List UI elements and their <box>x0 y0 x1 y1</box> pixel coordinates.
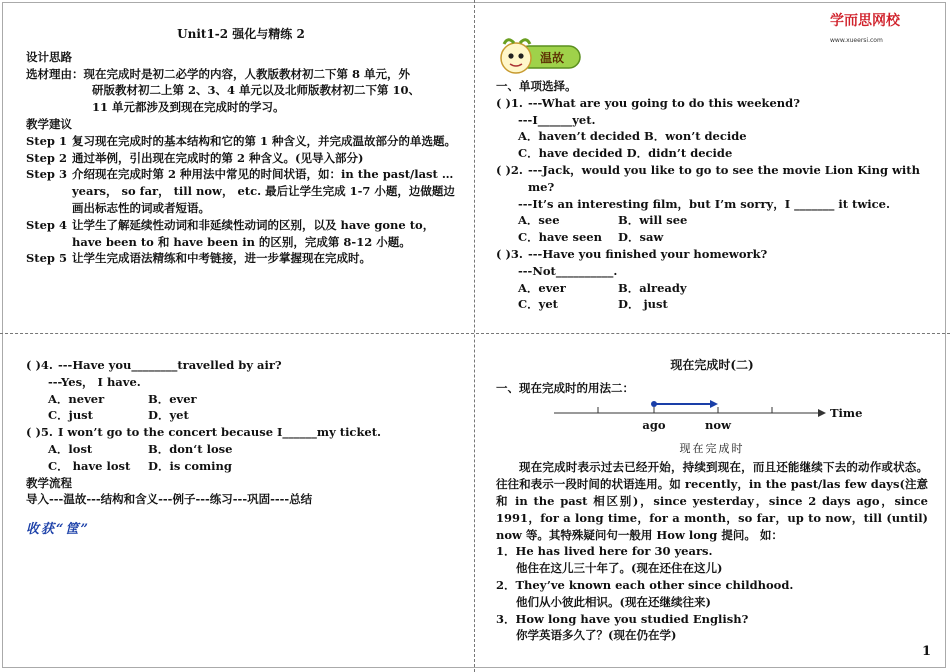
timeline-caption: 现在完成时 <box>679 441 745 455</box>
lesson-title: Unit1-2 强化与精练 2 <box>177 27 305 41</box>
question-3-options-cd <box>496 296 928 313</box>
page-number: 1 <box>922 644 932 659</box>
option-d: D．saw <box>618 230 664 245</box>
mascot-review-badge <box>496 34 588 76</box>
option-b: B．ever <box>148 391 197 406</box>
question-2-line2: ---It’s an interesting film，but I’m sorry，I _______ it twice. <box>518 196 890 211</box>
question-4-line2: ---Yes， I have. <box>48 374 141 389</box>
option-b: B．will see <box>618 213 688 228</box>
answer-blank: ( )4. <box>26 358 53 372</box>
logo-text: 学而思网校 <box>830 13 900 29</box>
start-dot <box>651 401 657 407</box>
usage-heading: 一、现在完成时的用法二： <box>496 380 634 395</box>
reason-line-2: 研版教材初二上第 2、3、4 单元以及北师版教材初二下第 10、 <box>92 83 421 98</box>
question-2 <box>496 162 928 196</box>
option-a: A．ever <box>518 280 566 295</box>
step-text: 介绍现在完成时第 2 种用法中常见的时间状语，如：in the past/last … years， so far， till now， etc. 最后让学生完成 1-7 小题，边做题边画出标志性的词或者短语。 <box>72 167 455 215</box>
design-heading: 设计思路 <box>26 49 72 64</box>
step-key: Step 1 <box>26 133 67 148</box>
question-1-options-ab: A．haven’t decided B．won’t decide <box>518 129 747 144</box>
more-questions-section <box>26 357 456 539</box>
timeline-diagram <box>496 399 928 439</box>
step-text: 通过举例，引出现在完成时的第 2 种含义。(见导入部分) <box>72 150 364 165</box>
question-5-options-cd <box>26 458 456 475</box>
question-3-line2: ---Not__________. <box>518 263 618 278</box>
question-4 <box>26 357 456 374</box>
example-3-zh: 你学英语多久了？(现在仍在学) <box>516 628 677 643</box>
question-2-options-ab <box>496 212 928 229</box>
brand-logo <box>830 10 950 46</box>
example-2-zh: 他们从小彼此相识。(现在还继续往来) <box>516 594 711 609</box>
flow-text: 导入---温故---结构和含义---例子---练习---巩固----总结 <box>26 492 313 507</box>
reason-line-1 <box>26 66 456 83</box>
answer-blank: ( )2. <box>496 162 523 177</box>
question-5 <box>26 424 456 441</box>
example-1-zh: 他住在这儿三十年了。(现在还住在这儿) <box>516 561 723 576</box>
harvest-heading: 收获“筐” <box>26 522 90 538</box>
mascot-label: 温故 <box>539 51 565 65</box>
step-key: Step 4 <box>26 217 67 232</box>
option-d: D．is coming <box>148 458 232 473</box>
question-text: I won’t go to the concert because I______my ticket. <box>58 425 382 440</box>
question-4-options-cd <box>26 407 456 424</box>
question-3-options-ab <box>496 280 928 297</box>
option-c: C． have lost <box>48 458 131 473</box>
question-1-options-cd: C．have decided D．didn’t decide <box>518 146 733 161</box>
question-1-line2: ---I______yet. <box>518 112 596 127</box>
step-5 <box>26 250 456 267</box>
option-d: D． just <box>618 297 668 312</box>
question-text: ---What are you going to do this weekend? <box>528 95 800 110</box>
design-notes-section <box>26 26 456 267</box>
review-questions-section <box>496 78 928 313</box>
step-1 <box>26 133 456 150</box>
option-a: A．never <box>48 391 105 406</box>
present-perfect-section <box>496 357 928 644</box>
reason-label: 选材理由： <box>26 66 84 81</box>
question-text: ---Jack，would you like to go to see the movie Lion King with me? <box>528 162 920 194</box>
advice-heading: 教学建议 <box>26 116 72 131</box>
step-text: 让学生了解延续性动词和非延续性动词的区别，以及 have gone to，have been to 和 have been in 的区别，完成第 8-12 小题。 <box>72 217 435 249</box>
flow-heading: 教学流程 <box>26 475 72 490</box>
label-now: now <box>705 417 731 432</box>
option-d: D．yet <box>148 408 189 423</box>
example-2-en: 2．They’ve known each other since childhood. <box>496 577 794 592</box>
example-1-en: 1．He has lived here for 30 years. <box>496 544 713 559</box>
answer-blank: ( )5. <box>26 425 53 440</box>
option-a: A．lost <box>48 441 93 456</box>
question-1 <box>496 95 928 112</box>
example-3-en: 3．How long have you studied English? <box>496 611 749 626</box>
section-title: 现在完成时(二) <box>670 358 754 372</box>
question-text: ---Have you________travelled by air? <box>58 358 282 372</box>
section-heading: 一、单项选择。 <box>496 79 577 93</box>
axis-arrowhead <box>818 409 826 417</box>
label-time: Time <box>830 405 863 420</box>
step-2 <box>26 150 456 167</box>
duration-arrowhead <box>710 400 718 408</box>
option-b: B．already <box>618 280 687 295</box>
step-key: Step 3 <box>26 167 67 182</box>
reason-line-3: 11 单元都涉及到现在完成时的学习。 <box>92 100 285 115</box>
option-a: A．see <box>518 213 560 228</box>
option-c: C．just <box>48 408 93 423</box>
explanation-paragraph: 现在完成时表示过去已经开始，持续到现在，而且还能继续下去的动作或状态。往往和表示一段时间的状语连用。如 recently，in the past/las few days(注意和 in the past 相区别)，since yesterday，since 2 days ago，since 1991，for a long time，for a month，so far，up to now，till (until) now 等。其特殊疑问句一般用 How long 提问。 如： <box>496 460 928 542</box>
answer-blank: ( )3. <box>496 246 523 261</box>
answer-blank: ( )1. <box>496 95 523 110</box>
label-ago: ago <box>642 417 666 432</box>
logo-subtext: www.xueersi.com <box>830 37 883 44</box>
step-3 <box>26 166 456 216</box>
reason-text-1: 现在完成时是初二必学的内容，人教版教材初二下第 8 单元，外 <box>83 66 411 81</box>
question-text: ---Have you finished your homework? <box>528 246 768 261</box>
option-b: B．don‘t lose <box>148 441 233 456</box>
question-3 <box>496 246 928 263</box>
option-c: C．have seen <box>518 230 602 245</box>
timeline-svg <box>496 399 928 439</box>
step-text: 让学生完成语法精练和中考链接，进一步掌握现在完成时。 <box>72 251 371 266</box>
question-4-options-ab <box>26 391 456 408</box>
question-5-options-ab <box>26 441 456 458</box>
step-text: 复习现在完成时的基本结构和它的第 1 种含义，并完成温故部分的单选题。 <box>72 133 457 148</box>
step-4 <box>26 217 456 251</box>
horizontal-divider <box>0 333 950 334</box>
question-2-options-cd <box>496 229 928 246</box>
option-c: C．yet <box>518 297 558 312</box>
vertical-divider <box>474 0 475 672</box>
step-key: Step 5 <box>26 251 67 266</box>
step-key: Step 2 <box>26 150 67 165</box>
